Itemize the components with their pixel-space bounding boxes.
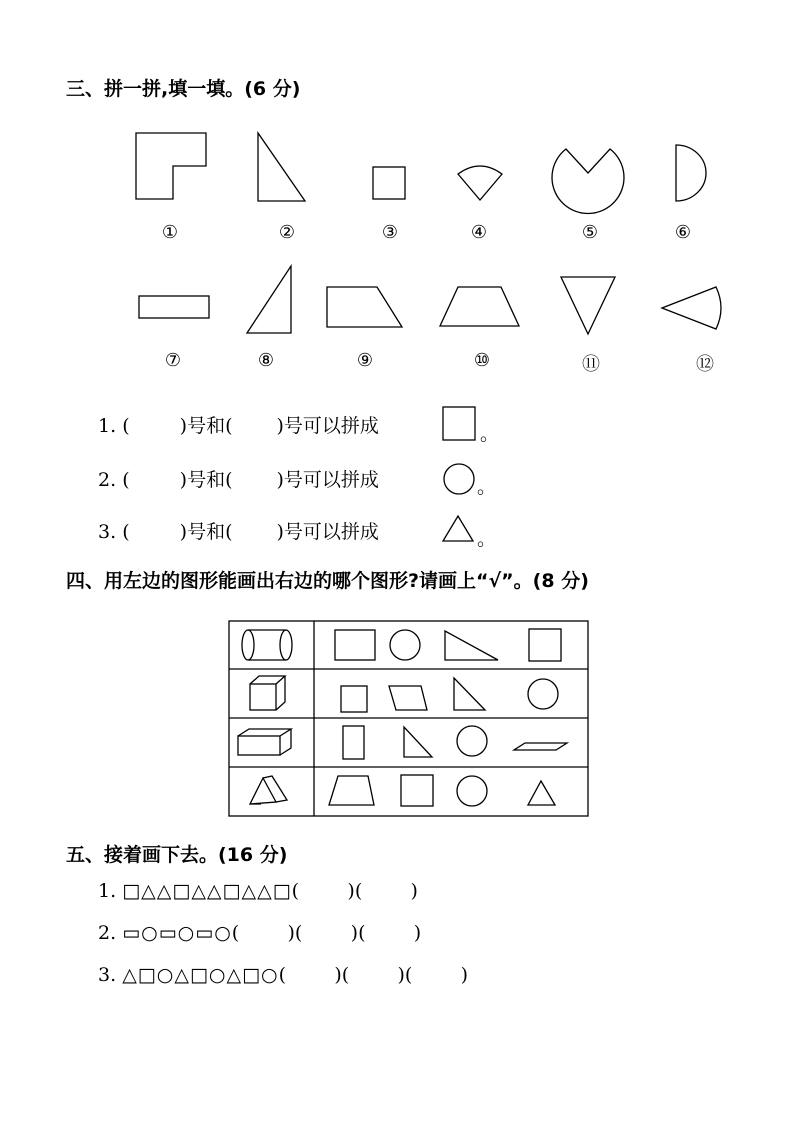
shape-label-11: ⑪	[582, 354, 600, 375]
option-parallelogram-icon[interactable]	[514, 743, 567, 750]
pattern-3-sequence: △□○△□○△□○	[122, 964, 279, 986]
shape-label-4: ④	[470, 222, 488, 243]
pattern-2-blanks[interactable]: ( )( )( )	[231, 922, 422, 944]
option-circle-icon[interactable]	[457, 776, 487, 806]
option-parallelogram-icon[interactable]	[389, 686, 427, 710]
option-square-icon[interactable]	[341, 686, 367, 712]
pattern-1-sequence: □△△□△△□△△□	[122, 880, 292, 902]
section4-title: 四、用左边的图形能画出右边的哪个图形?请画上“√”。(8 分)	[66, 570, 589, 592]
option-circle-icon[interactable]	[390, 630, 420, 660]
cube-icon	[250, 676, 285, 710]
option-rectangle-icon[interactable]	[343, 726, 364, 759]
shape-label-10: ⑩	[473, 350, 491, 371]
pattern-1-blanks[interactable]: ( )( )	[291, 880, 418, 902]
shape-label-9: ⑨	[356, 350, 374, 371]
triangular-prism-icon	[250, 776, 287, 804]
shape-label-2: ②	[278, 222, 296, 243]
option-triangle-icon[interactable]	[528, 781, 555, 805]
q1-tail: 。	[480, 423, 500, 445]
shape-label-8: ⑧	[257, 350, 275, 371]
shape-label-7: ⑦	[164, 350, 182, 371]
cuboid-icon	[238, 729, 291, 755]
option-rectangle-icon[interactable]	[335, 630, 375, 660]
option-circle-icon[interactable]	[457, 726, 487, 756]
option-square-icon[interactable]	[529, 629, 561, 661]
cylinder-icon	[242, 630, 292, 660]
q2-tail: 。	[477, 476, 497, 498]
section3-title: 三、拼一拼,填一填。(6 分)	[66, 78, 301, 100]
shape-label-3: ③	[381, 222, 399, 243]
question-1: 1. ( )号和( )号可以拼成	[98, 415, 379, 437]
question-2: 2. ( )号和( )号可以拼成	[98, 469, 379, 491]
question-3: 3. ( )号和( )号可以拼成	[98, 521, 379, 543]
q3-tail: 。	[477, 528, 497, 550]
option-trapezoid-icon[interactable]	[329, 776, 374, 805]
shape-label-5: ⑤	[581, 222, 599, 243]
section5-title: 五、接着画下去。(16 分)	[66, 844, 288, 866]
shape-label-12: ⑫	[696, 354, 714, 375]
pattern-2: 2. ▭○▭○▭○( )( )( )	[98, 922, 422, 944]
option-right-triangle-icon[interactable]	[404, 727, 432, 757]
option-square-icon[interactable]	[401, 775, 433, 806]
option-right-triangle-icon[interactable]	[454, 678, 485, 710]
pattern-1: 1. □△△□△△□△△□( )( )	[98, 880, 418, 902]
option-circle-icon[interactable]	[528, 679, 558, 709]
pattern-2-sequence: ▭○▭○▭○	[122, 922, 232, 944]
shape-label-1: ①	[161, 222, 179, 243]
pattern-3: 3. △□○△□○△□○( )( )( )	[98, 964, 469, 986]
option-right-triangle-icon[interactable]	[445, 631, 498, 660]
pattern-3-blanks[interactable]: ( )( )( )	[278, 964, 469, 986]
shape-label-6: ⑥	[674, 222, 692, 243]
